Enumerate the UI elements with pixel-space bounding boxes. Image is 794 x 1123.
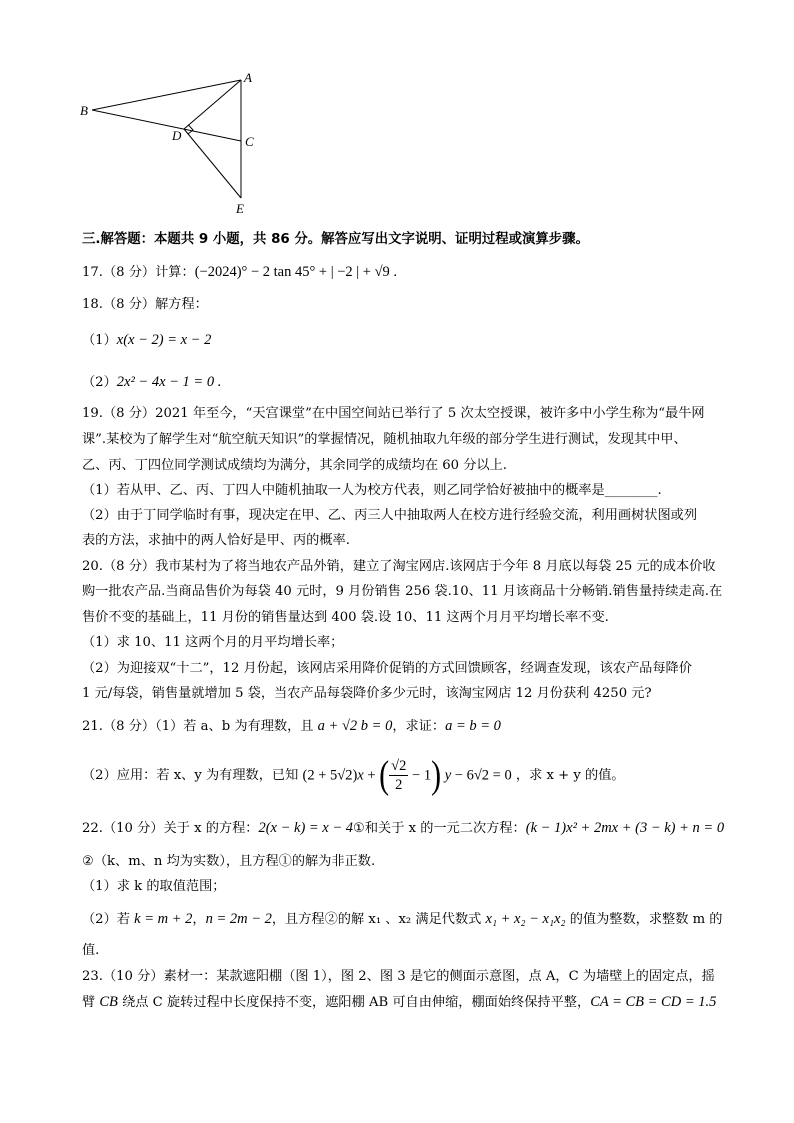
q17-expression: (−2024)° − 2 tan 45° + | −2 | + √9 . xyxy=(194,264,398,280)
label-E: E xyxy=(236,201,244,216)
q22-p2-eq2: n = 2m − 2 xyxy=(205,911,272,927)
q23-l2-text: 臂 xyxy=(82,995,100,1010)
q23-l2-equation: CA = CB = CD = 1.5 xyxy=(590,994,717,1010)
q19-line3: 乙、丙、丁四位同学测试成绩均为满分，其余同学的成绩均在 60 分以上. xyxy=(82,458,507,473)
q20-part2-line1: （2）为迎接双“十二”，12 月份起，该网店采用降价促销的方式回馈顾客，经调查发现，该农产品每降价 xyxy=(82,661,692,676)
q22-l1-text: 22.（10 分）关于 x 的方程： xyxy=(82,821,259,836)
q22-p2-text: （2）若 xyxy=(82,912,135,927)
right-angle-mark xyxy=(188,125,193,134)
q21-line1 xyxy=(82,717,501,736)
label-C: C xyxy=(245,134,254,149)
q19-part1: （1）若从甲、乙、丙、丁四人中随机抽取一人为校方代表，则乙同学恰好被抽中的概率是________. xyxy=(82,483,662,498)
q19-line1: 19.（8 分）2021 年至今，“天宫课堂”在中国空间站已举行了 5 次太空授课，被许多中小学生称为“最牛网 xyxy=(82,406,705,421)
q23-line2 xyxy=(82,993,716,1012)
q21-l2-text2: ，求 x + y 的值。 xyxy=(515,768,625,783)
section-heading: 三.解答题：本题共 9 小题，共 86 分。解答应写出文字说明、证明过程或演算步骤。 xyxy=(82,232,589,247)
q19-line2: 课”.某校为了解学生对“航空航天知识”的掌握情况，随机抽取九年级的部分学生进行测试，发现其中甲、 xyxy=(82,432,687,447)
q22-p2-eq1: k = m + 2 xyxy=(134,911,193,927)
q21-line2 xyxy=(82,753,625,797)
question-17 xyxy=(82,263,397,282)
q21-l2-equation: (2 + 5√2)x + ( $\frac{√2}{2}$ − 1) y − 6√2 = 0 xyxy=(302,753,512,797)
question-18-part2 xyxy=(82,373,221,392)
q20-part2-line2: 1 元/每袋，销售量就增加 5 袋，当农产品每袋降价多少元时，该淘宝网店 12 月份获利 4250 元? xyxy=(82,686,652,701)
q18-p2-label: （2） xyxy=(82,375,117,390)
q19-part2-line1: （2）由于丁同学临时有事，现决定在甲、乙、丙三人中抽取两人在校方进行经验交流，利用画树状图或列 xyxy=(82,508,698,523)
label-A: A xyxy=(244,70,252,85)
q23-line1: 23.（10 分）素材一：某款遮阳棚（图 1），图 2、图 3 是它的侧面示意图，点 A，C 为墙壁上的固定点，摇 xyxy=(82,969,715,984)
label-D: D xyxy=(172,128,182,143)
q20-line1: 20.（8 分）我市某村为了将当地农产品外销，建立了淘宝网店.该网店于今年 8 月底以每袋 25 元的成本价收 xyxy=(82,559,716,574)
q22-l1-text2: ①和关于 x 的一元二次方程： xyxy=(353,821,526,836)
q21-l1-equation: a + √2 b = 0 xyxy=(317,718,393,734)
q22-part1: （1）求 k 的取值范围； xyxy=(82,879,226,894)
q22-p2-text3: 的值为整数，求整数 m 的 xyxy=(565,912,723,927)
q22-line2: ②（k、m、n 均为实数），且方程①的解为非正数. xyxy=(82,854,376,869)
q21-l1-text2: ，求证： xyxy=(392,719,446,734)
segment-BC xyxy=(92,110,241,141)
q22-equation1: 2(x − k) = x − 4 xyxy=(258,820,354,836)
geometry-figure xyxy=(70,68,280,218)
q22-line1 xyxy=(82,819,724,838)
segment-DA xyxy=(184,80,241,129)
question-18-part1 xyxy=(82,331,211,350)
q20-line3: 售价不变的基础上，11 月份的销售量达到 400 袋.设 10、11 这两个月月平均增长率不变. xyxy=(82,610,609,625)
q20-line2: 购一批农产品.当商品售价为每袋 40 元时，9 月份销售 256 袋.10、11 月该商品十分畅销.销售量持续走高.在 xyxy=(82,584,723,599)
q18-p1-equation: x(x − 2) = x − 2 xyxy=(116,332,212,348)
q21-l1-conclusion: a = b = 0 xyxy=(445,718,501,734)
label-B: B xyxy=(80,103,88,118)
q23-l2-text2: 绕点 C 旋转过程中长度保持不变，遮阳棚 AB 可自由伸缩，棚面始终保持平整， xyxy=(117,995,591,1010)
segment-BA xyxy=(92,80,241,110)
q21-l1-text: 21.（8 分）（1）若 a、b 为有理数，且 xyxy=(82,719,318,734)
q22-part2-end: 值. xyxy=(82,943,100,958)
q21-l2-text: （2）应用：若 x、y 为有理数，已知 xyxy=(82,768,299,783)
q19-part2-line2: 表的方法，求抽中的两人恰好是甲、丙的概率. xyxy=(82,533,350,548)
q18-p1-label: （1） xyxy=(82,333,117,348)
q17-head: 17.（8 分）计算： xyxy=(82,265,195,280)
q23-l2-cb: CB xyxy=(99,994,118,1010)
q22-equation2: (k − 1)x² + 2mx + (3 − k) + n = 0 xyxy=(525,820,725,836)
q20-part1: （1）求 10、11 这两个月的月平均增长率； xyxy=(82,635,344,650)
q22-part2: （2）若 k = m + 2，n = 2m − 2，且方程②的解 x₁ 、x₂ 满足代数式 x₁ + x₂ − x₁x₂ 的值为整数，求整数 m 的 xyxy=(82,911,723,927)
q18-p2-equation: 2x² − 4x − 1 = 0 . xyxy=(116,374,222,390)
q22-p2-eq3: x₁ + x₂ − x₁x₂ xyxy=(485,911,566,927)
question-18-head: 18.（8 分）解方程： xyxy=(82,297,208,312)
q22-p2-text2: ，且方程②的解 x₁ 、x₂ 满足代数式 xyxy=(271,912,486,927)
